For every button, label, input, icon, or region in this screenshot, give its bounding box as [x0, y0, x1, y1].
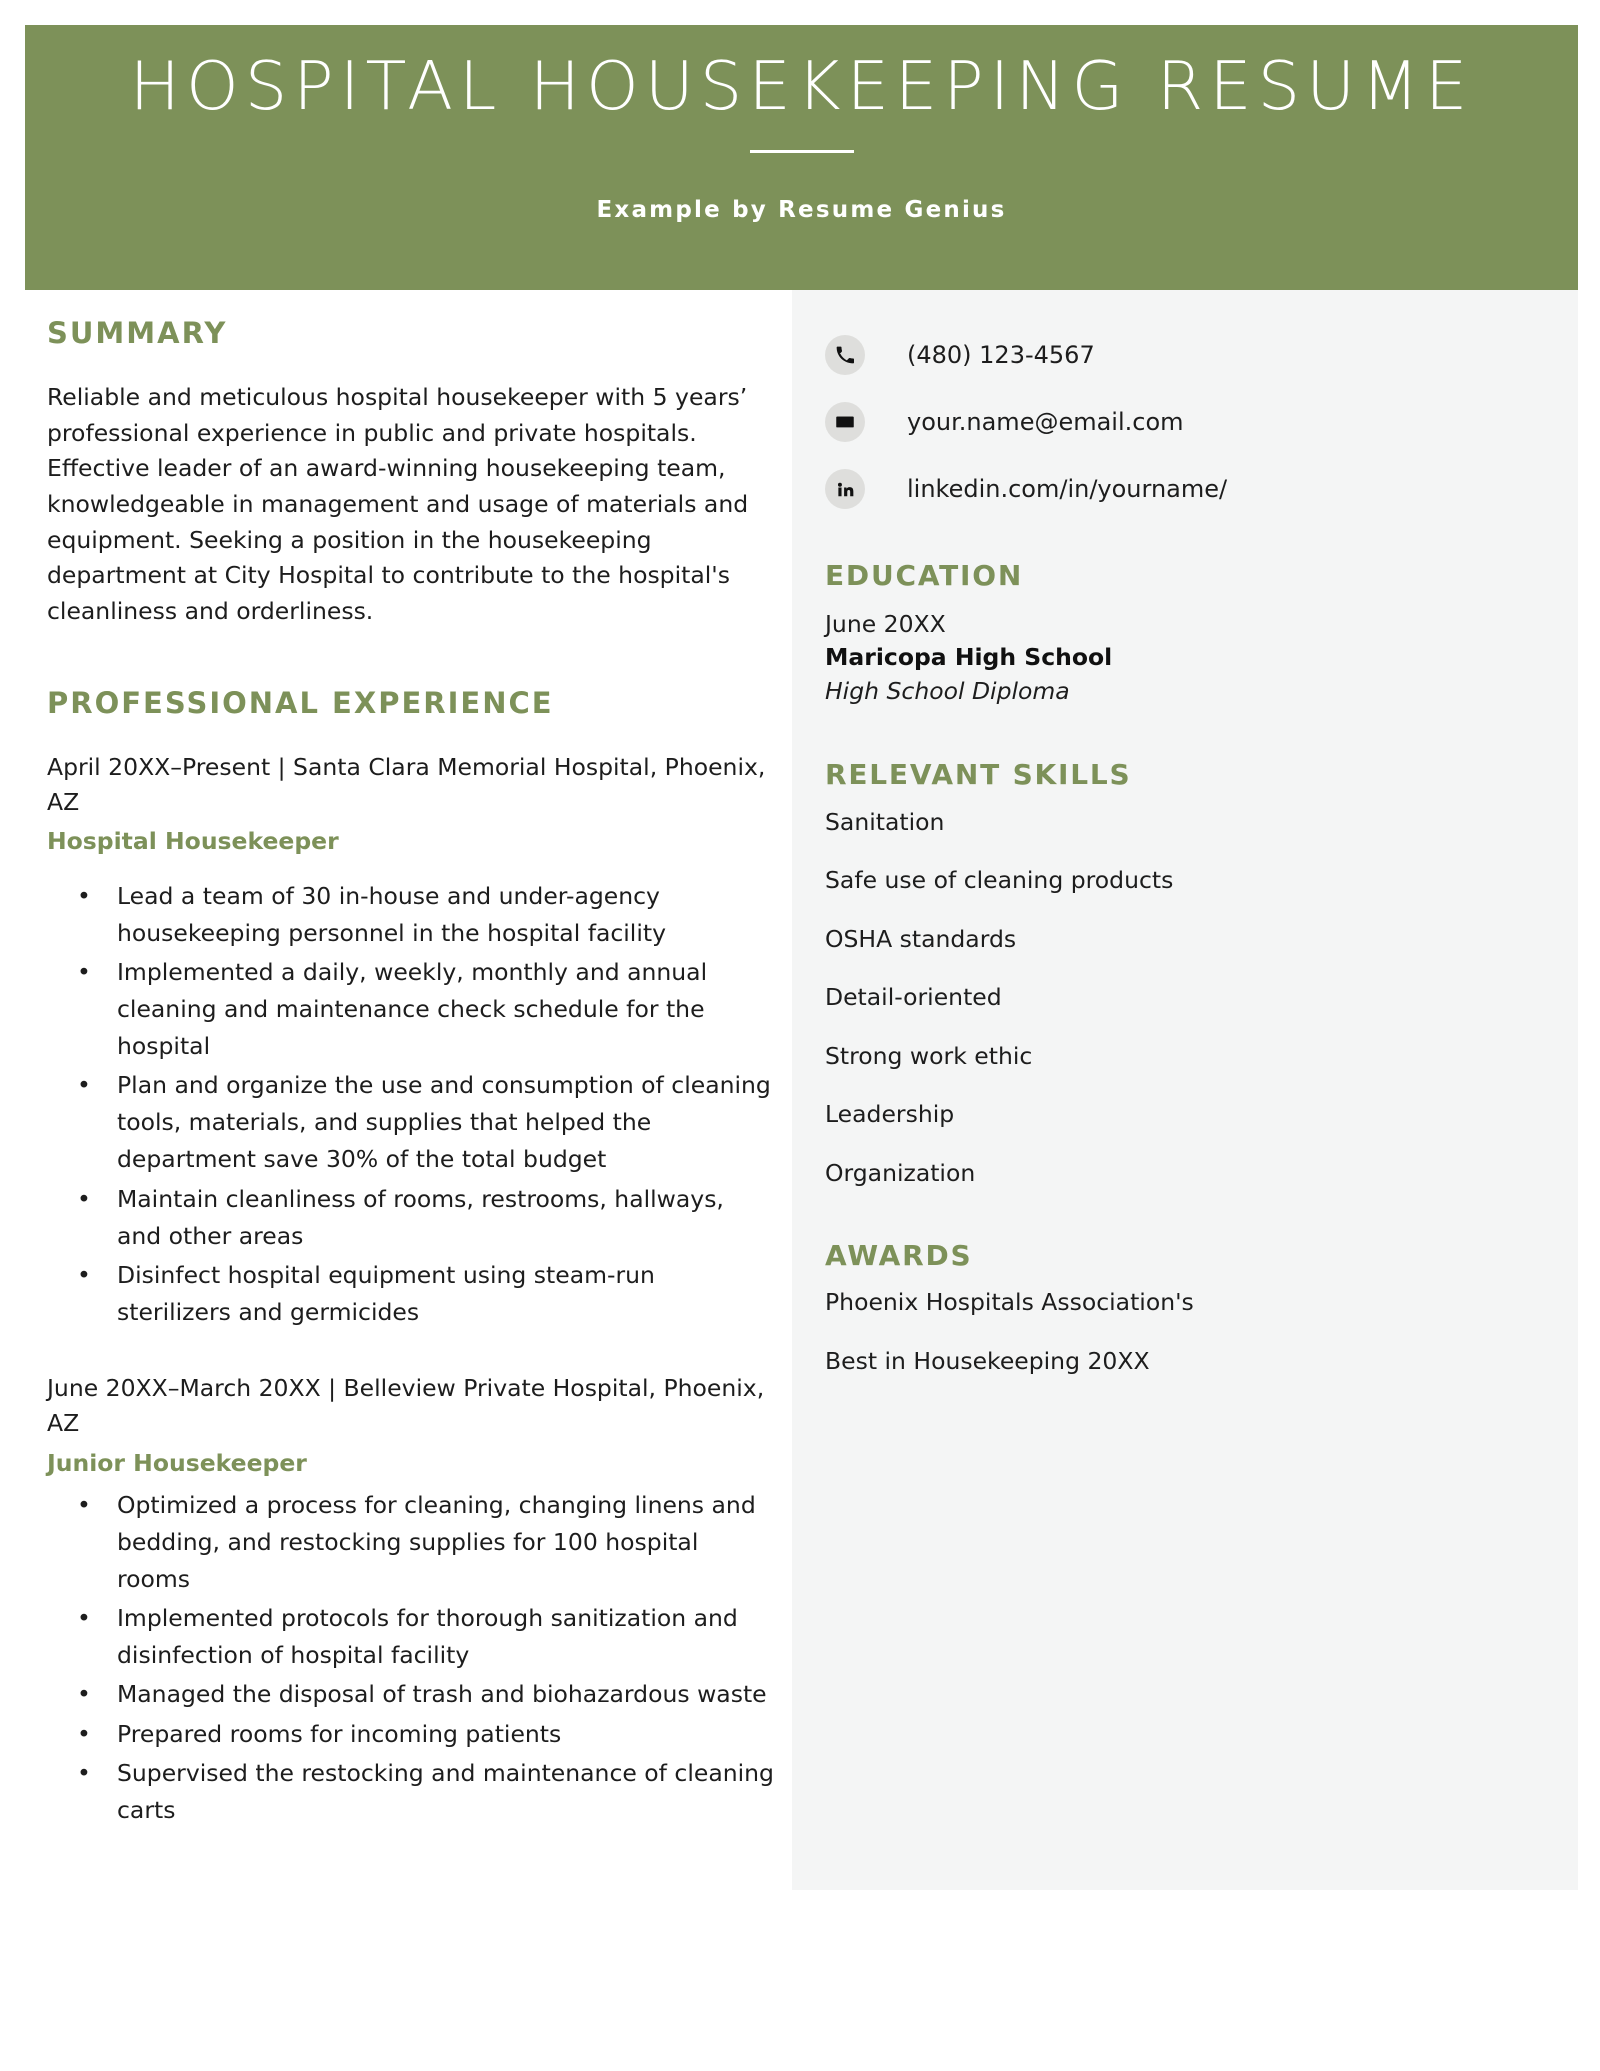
- list-item: Safe use of cleaning products: [825, 866, 1174, 895]
- list-item: • Optimized a process for cleaning, changing linens and bedding, and restocking supplies for 100 hospital rooms: [99, 1487, 775, 1598]
- list-item: • Lead a team of 30 in-house and under-agency housekeeping personnel in the hospital facility: [99, 878, 775, 952]
- contact-row-email[interactable]: [825, 402, 1578, 442]
- contact-row-phone[interactable]: [825, 335, 1578, 375]
- job-bullets: [47, 1487, 775, 1829]
- education-section: [825, 561, 1578, 708]
- education-heading: EDUCATION: [825, 559, 1024, 592]
- skills-list: [825, 807, 1578, 1189]
- job-title: Hospital Housekeeper: [47, 827, 339, 856]
- sidebar: [792, 290, 1578, 1890]
- skills-heading: RELEVANT SKILLS: [825, 757, 1132, 791]
- list-item: • Implemented protocols for thorough sanitization and disinfection of hospital facility: [99, 1600, 775, 1674]
- experience-heading: PROFESSIONAL EXPERIENCE: [47, 685, 554, 720]
- job-meta: April 20XX–Present | Santa Clara Memorial Hospital, Phoenix, AZ: [47, 752, 766, 817]
- contact-phone-value: (480) 123-4567: [907, 340, 1095, 369]
- list-item: • Supervised the restocking and maintenance of cleaning carts: [99, 1755, 775, 1829]
- awards-section: [825, 1238, 1578, 1377]
- list-item: Detail-oriented: [825, 983, 1002, 1012]
- job-bullets: [47, 878, 775, 1332]
- contact-linkedin-value: linkedin.com/in/yourname/: [907, 474, 1228, 503]
- list-item: Leadership: [825, 1100, 955, 1129]
- contact-email-value: your.name@email.com: [907, 407, 1184, 436]
- job-meta: June 20XX–March 20XX | Belleview Private Hospital, Phoenix, AZ: [47, 1374, 765, 1438]
- list-item: Organization: [825, 1158, 976, 1187]
- summary-heading: SUMMARY: [47, 316, 228, 350]
- email-icon: [825, 402, 865, 442]
- experience-entry: [47, 750, 775, 1331]
- list-item: • Prepared rooms for incoming patients: [99, 1716, 775, 1753]
- experience-section: [47, 685, 775, 1829]
- job-title: Junior Housekeeper: [47, 1448, 307, 1477]
- phone-icon: [825, 335, 865, 375]
- header-subtitle: Example by Resume Genius: [596, 197, 1007, 224]
- contact-list: [825, 335, 1578, 509]
- summary-section: [47, 318, 775, 630]
- contact-row-linkedin[interactable]: [825, 469, 1578, 509]
- award-line: Best in Housekeeping 20XX: [825, 1346, 1150, 1375]
- education-school: Maricopa High School: [825, 643, 1113, 672]
- education-degree: High School Diploma: [825, 676, 1070, 705]
- list-item: • Managed the disposal of trash and biohazardous waste: [99, 1676, 775, 1713]
- awards-heading: AWARDS: [825, 1238, 973, 1272]
- education-date: June 20XX: [825, 609, 946, 638]
- main-content: [47, 318, 775, 1831]
- summary-text: Reliable and meticulous hospital housekeeper with 5 years’ professional experience in public and private hospitals. Effective leader of an award-winning housekeeping team, knowledgeable in management and usage of materials and equipment. Seeking a position in the housekeeping department at City Hospital to contribute to the hospital's cleanliness and orderliness.: [47, 382, 749, 626]
- linkedin-icon: [825, 469, 865, 509]
- list-item: Strong work ethic: [825, 1041, 1033, 1070]
- list-item: • Implemented a daily, weekly, monthly and annual cleaning and maintenance check schedule for the hospital: [99, 954, 775, 1065]
- list-item: • Disinfect hospital equipment using steam-run sterilizers and germicides: [99, 1257, 775, 1331]
- header-banner: [25, 25, 1578, 290]
- title-divider: [750, 150, 854, 153]
- skills-section: [825, 757, 1578, 1189]
- list-item: OSHA standards: [825, 924, 1017, 953]
- experience-entry: [47, 1371, 775, 1829]
- list-item: • Maintain cleanliness of rooms, restrooms, hallways, and other areas: [99, 1181, 775, 1255]
- list-item: • Plan and organize the use and consumption of cleaning tools, materials, and supplies that helped the department save 30% of the total budget: [99, 1067, 775, 1178]
- award-line: Phoenix Hospitals Association's: [825, 1288, 1194, 1317]
- list-item: Sanitation: [825, 807, 945, 836]
- page-title: HOSPITAL HOUSEKEEPING RESUME: [129, 47, 1474, 125]
